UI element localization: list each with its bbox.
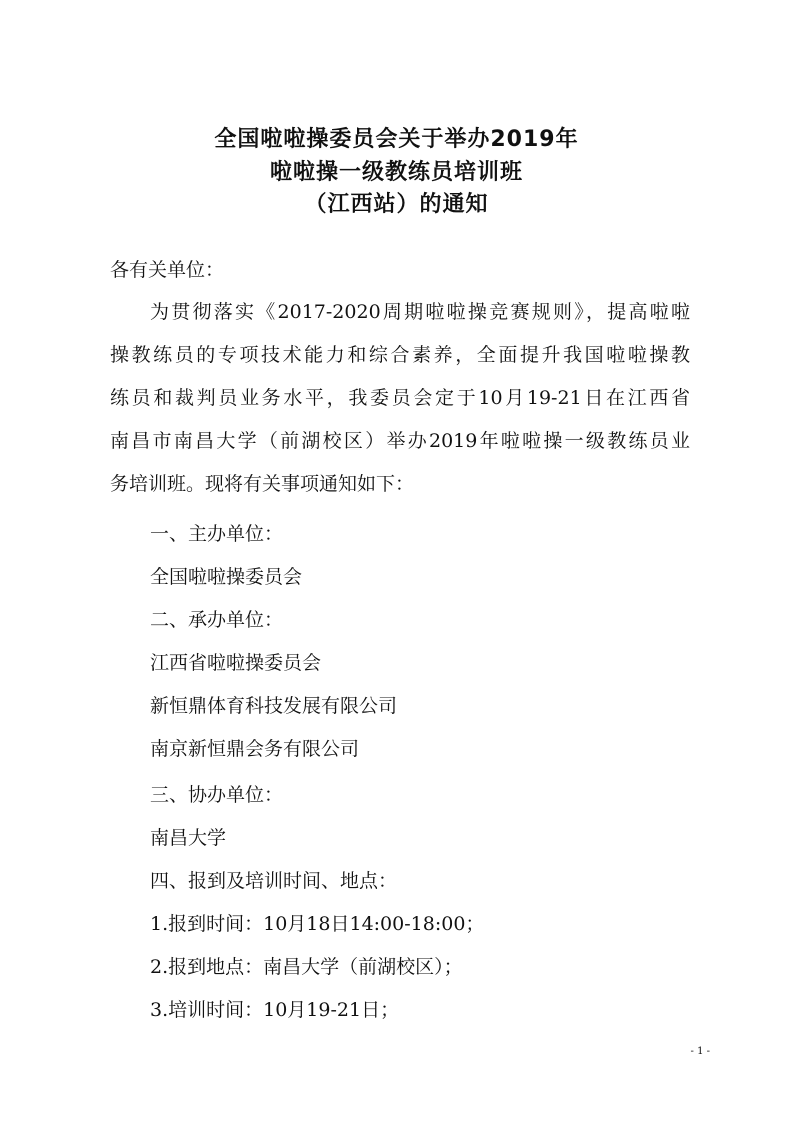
- intro-line-4: 南昌市南昌大学（前湖校区）举办2019年啦啦操一级教练员业: [110, 430, 690, 452]
- undertaker-name: 新恒鼎体育科技发展有限公司: [150, 695, 398, 717]
- document-title-line-1: 全国啦啦操委员会关于举办2019年: [214, 127, 579, 152]
- intro-line-2: 操教练员的专项技术能力和综合素养，全面提升我国啦啦操教: [110, 344, 690, 366]
- intro-line-1: 为贯彻落实《2017-2020周期啦啦操竞赛规则》，提高啦啦: [150, 301, 690, 323]
- section-heading-time-place: 四、报到及培训时间、地点：: [150, 870, 398, 892]
- section-heading-undertaker: 二、承办单位：: [150, 609, 284, 631]
- intro-line-5: 务培训班。现将有关事项通知如下：: [110, 473, 415, 495]
- section-heading-co-organizer: 三、协办单位：: [150, 784, 284, 806]
- detail-item: 3.培训时间：10月19-21日；: [150, 999, 400, 1021]
- co-organizer-name: 南昌大学: [150, 827, 227, 849]
- section-heading-organizer: 一、主办单位：: [150, 523, 284, 545]
- undertaker-name: 南京新恒鼎会务有限公司: [150, 738, 360, 760]
- undertaker-name: 江西省啦啦操委员会: [150, 652, 322, 674]
- organizer-name: 全国啦啦操委员会: [150, 566, 303, 588]
- salutation: 各有关单位：: [110, 259, 225, 281]
- intro-line-3: 练员和裁判员业务水平，我委员会定于10月19-21日在江西省: [110, 387, 690, 409]
- page-number: - 1 -: [690, 1046, 710, 1057]
- document-title-line-3: （江西站）的通知: [304, 192, 489, 217]
- detail-item: 1.报到时间：10月18日14:00-18:00；: [150, 913, 485, 935]
- document-title-line-2: 啦啦操一级教练员培训班: [269, 160, 523, 185]
- detail-item: 2.报到地点：南昌大学（前湖校区）；: [150, 956, 463, 978]
